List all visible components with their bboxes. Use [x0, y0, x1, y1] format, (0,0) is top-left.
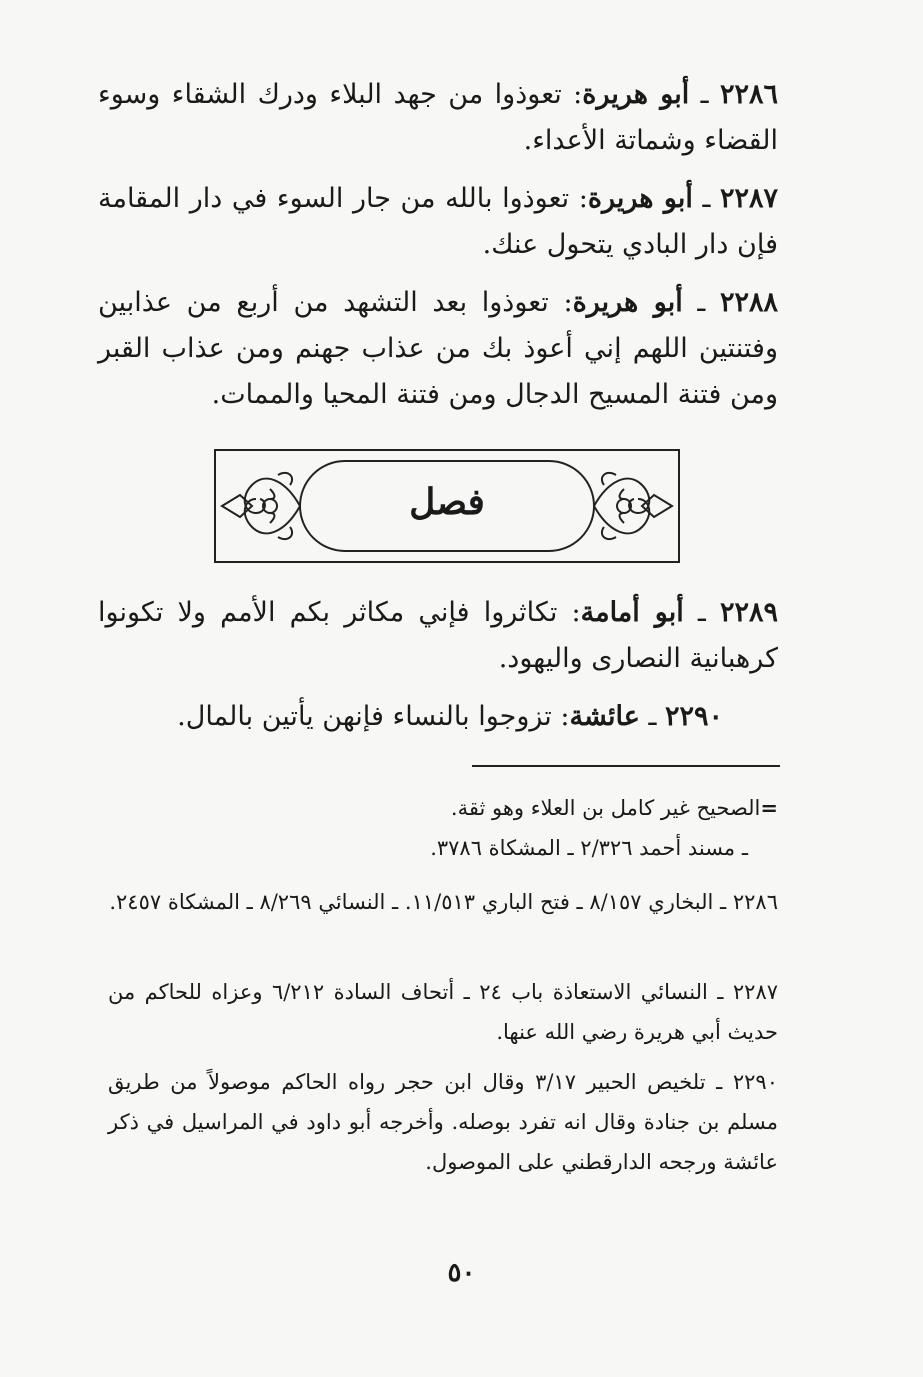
hadith-narrator: أبو هريرة: [587, 183, 693, 214]
footnote-divider: [472, 765, 780, 767]
hadith-narrator: أبو هريرة: [572, 287, 683, 318]
hadith-text: تعوذوا بعد التشهد من أربع من عذابين وفتنتين اللهم إني أعوذ بك من عذاب جهنم ومن عذاب القبر ومن فتنة المسيح الدجال ومن فتنة المحيا والممات.: [98, 287, 778, 410]
hadith-number: ٢٢٨٧: [720, 183, 779, 214]
footnote-2287: ٢٢٨٧ ـ النسائي الاستعاذة باب ٢٤ ـ أتحاف السادة ٦/٢١٢ وعزاه للحاكم من حديث أبي هريرة رضي الله عنها.: [108, 980, 779, 1044]
hadith-narrator: أبو أمامة: [580, 597, 684, 628]
section-title: فصل: [409, 481, 485, 523]
hadith-2286: ٢٢٨٦ ـ أبو هريرة: تعوذوا من جهد البلاء ودرك الشقاء وسوء القضاء وشماتة الأعداء.: [98, 79, 779, 156]
footnote-2290: ٢٢٩٠ ـ تلخيص الحبير ٣/١٧ وقال ابن حجر رواه الحاكم موصولاً من طريق مسلم بن جنادة وقال انه تفرد بوصله. وأخرجه أبو داود في المراسيل في ذكر عائشة ورجحه الدارقطني على الموصول.: [108, 1070, 778, 1174]
continuation-mark: =: [760, 795, 778, 820]
section-heading-box: [214, 449, 680, 563]
footnote-2286: ٢٢٨٦ ـ البخاري ٨/١٥٧ ـ فتح الباري ١١/٥١٣. ـ النسائي ٨/٢٦٩ ـ المشكاة ٢٤٥٧.: [109, 890, 778, 914]
hadith-2290: ٢٢٩٠ ـ عائشة: تزوجوا بالنساء فإنهن يأتين بالمال.: [177, 701, 723, 732]
hadith-text: تكاثروا فإني مكاثر بكم الأمم ولا تكونوا كرهبانية النصارى واليهود.: [98, 597, 778, 674]
hadith-text: تزوجوا بالنساء فإنهن يأتين بالمال.: [177, 701, 552, 732]
footnote-continuation-1: =الصحيح غير كامل بن العلاء وهو ثقة.: [450, 795, 778, 820]
hadith-2287: ٢٢٨٧ ـ أبو هريرة: تعوذوا بالله من جار السوء في دار المقامة فإن دار البادي يتحول عنك.: [98, 183, 779, 260]
footnote-continuation-2: ـ مسند أحمد ٢/٣٢٦ ـ المشكاة ٣٧٨٦.: [430, 836, 748, 860]
hadith-text: تعوذوا من جهد البلاء ودرك الشقاء وسوء القضاء وشماتة الأعداء.: [98, 79, 778, 156]
hadith-text: تعوذوا بالله من جار السوء في دار المقامة فإن دار البادي يتحول عنك.: [98, 183, 778, 260]
hadith-number: ٢٢٨٨: [719, 287, 778, 318]
hadith-number: ٢٢٨٩: [720, 597, 779, 628]
hadith-number: ٢٢٨٦: [720, 79, 779, 110]
hadith-narrator: عائشة: [569, 701, 640, 732]
hadith-2288: ٢٢٨٨ ـ أبو هريرة: تعوذوا بعد التشهد من أربع من عذابين وفتنتين اللهم إني أعوذ بك من عذاب جهنم ومن عذاب القبر ومن فتنة المسيح الدجال ومن فتنة المحيا والممات.: [98, 287, 778, 410]
hadith-number: ٢٢٩٠: [664, 701, 723, 732]
hadith-narrator: أبو هريرة: [582, 79, 690, 110]
page-number: ٥٠: [447, 1258, 476, 1288]
hadith-2289: ٢٢٨٩ ـ أبو أمامة: تكاثروا فإني مكاثر بكم الأمم ولا تكونوا كرهبانية النصارى واليهود.: [98, 597, 779, 674]
